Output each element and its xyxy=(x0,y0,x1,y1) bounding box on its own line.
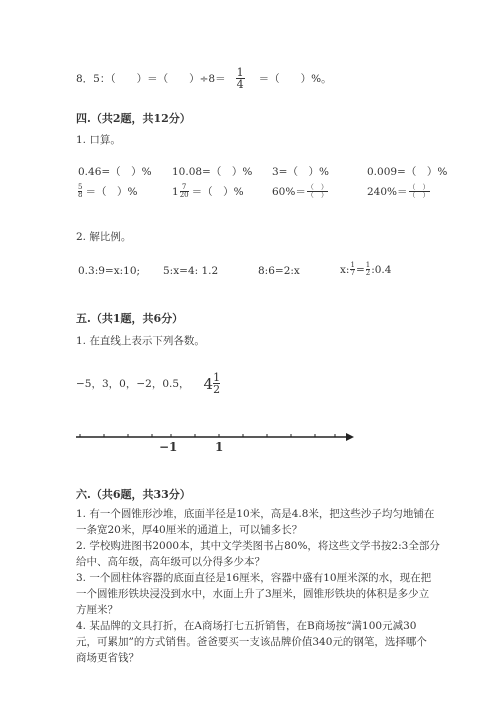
section-5-header: 五.（共1题，共6分） xyxy=(76,312,184,325)
section-6-header: 六.（共6题，共33分） xyxy=(76,488,191,501)
proportion-2: 5:x=4: 1.2 xyxy=(163,265,219,277)
oral-item-4: 0.009=（ ）% xyxy=(367,166,448,178)
fraction-blank: $\frac{( )}{( )}$ xyxy=(306,183,328,199)
proportion-label: 2. 解比例。 xyxy=(76,231,132,243)
oral-item-7: 60%＝ $\frac{( )}{( )}$ xyxy=(272,183,328,199)
proportion-1: 0.3:9=x:10; xyxy=(78,265,141,277)
proportion-4: x: $\frac{1}{7}$ = $\frac{1}{2}$ :0.4 xyxy=(340,261,392,277)
fraction-seven-twentieths: $\frac{7}{20}$ xyxy=(179,183,189,199)
fraction-one-seventh: $\frac{1}{7}$ xyxy=(350,261,355,277)
number-line-label: 1. 在直线上表示下列各数。 xyxy=(76,335,205,347)
fraction-quarter: $\frac{1}{4}$ xyxy=(236,66,244,91)
ratio-line xyxy=(76,67,332,90)
oral-item-6: 1 $\frac{7}{20}$ ＝（ ）% xyxy=(172,183,244,199)
oral-item-3: 3=（ ）% xyxy=(272,166,329,178)
oral-item-2: 10.08=（ ）% xyxy=(172,166,253,178)
question-3: 3. 一个圆柱体容器的底面直径是16厘米，容器中盛有10厘米深的水，现在把 一个圆锥形铁块浸没到水中，水面上升了3厘米，圆锥形铁块的体积是多少立 方厘米？ xyxy=(76,572,432,616)
oral-calc-label: 1. 口算。 xyxy=(76,134,121,146)
fraction-blank: $\frac{( )}{( )}$ xyxy=(408,183,430,199)
numbers-list: −5，3，0，−2，0.5， 4 $\frac{1}{2}$ xyxy=(76,371,221,396)
fraction-one-half: $\frac{1}{2}$ xyxy=(365,261,371,277)
ratio-line-part-a: 8．5：（ ）＝（ ）÷8＝ xyxy=(76,73,226,85)
fraction-one-half: $\frac{1}{2}$ xyxy=(213,371,221,396)
question-1: 1. 有一个圆锥形沙堆，底面半径是10米，高是4.8米，把这些沙子均匀地铺在 一条宽20米，厚40厘米的通道上，可以铺多长？ xyxy=(76,508,435,536)
ratio-line-part-b: ＝（ ）%。 xyxy=(258,73,332,85)
tick-label-neg1: −1 xyxy=(159,440,178,454)
proportion-3: 8:6=2:x xyxy=(258,265,300,277)
section-4-header: 四.（共2题，共12分） xyxy=(76,112,191,125)
oral-item-8: 240%＝ $\frac{( )}{( )}$ xyxy=(367,183,430,199)
tick-label-pos1: 1 xyxy=(215,440,224,454)
fraction-five-eighths: $\frac{5}{8}$ xyxy=(78,183,83,199)
oral-item-1: 0.46=（ ）% xyxy=(78,166,152,178)
question-4: 4. 某品牌的文具打折，在A商场打七五折销售，在B商场按“满100元减30 元，可累加”的方式销售。爸爸要买一支该品牌价值340元的钢笔，选择哪个 商场更省钱？ xyxy=(76,620,427,664)
question-2: 2. 学校购进图书2000本，其中文学类图书占80%，将这些文学书按2:3全部分 给中、高年级，高年级可以分得多少本？ xyxy=(76,540,440,568)
oral-item-5: $\frac{5}{8}$ ＝（ ）% xyxy=(78,183,138,199)
